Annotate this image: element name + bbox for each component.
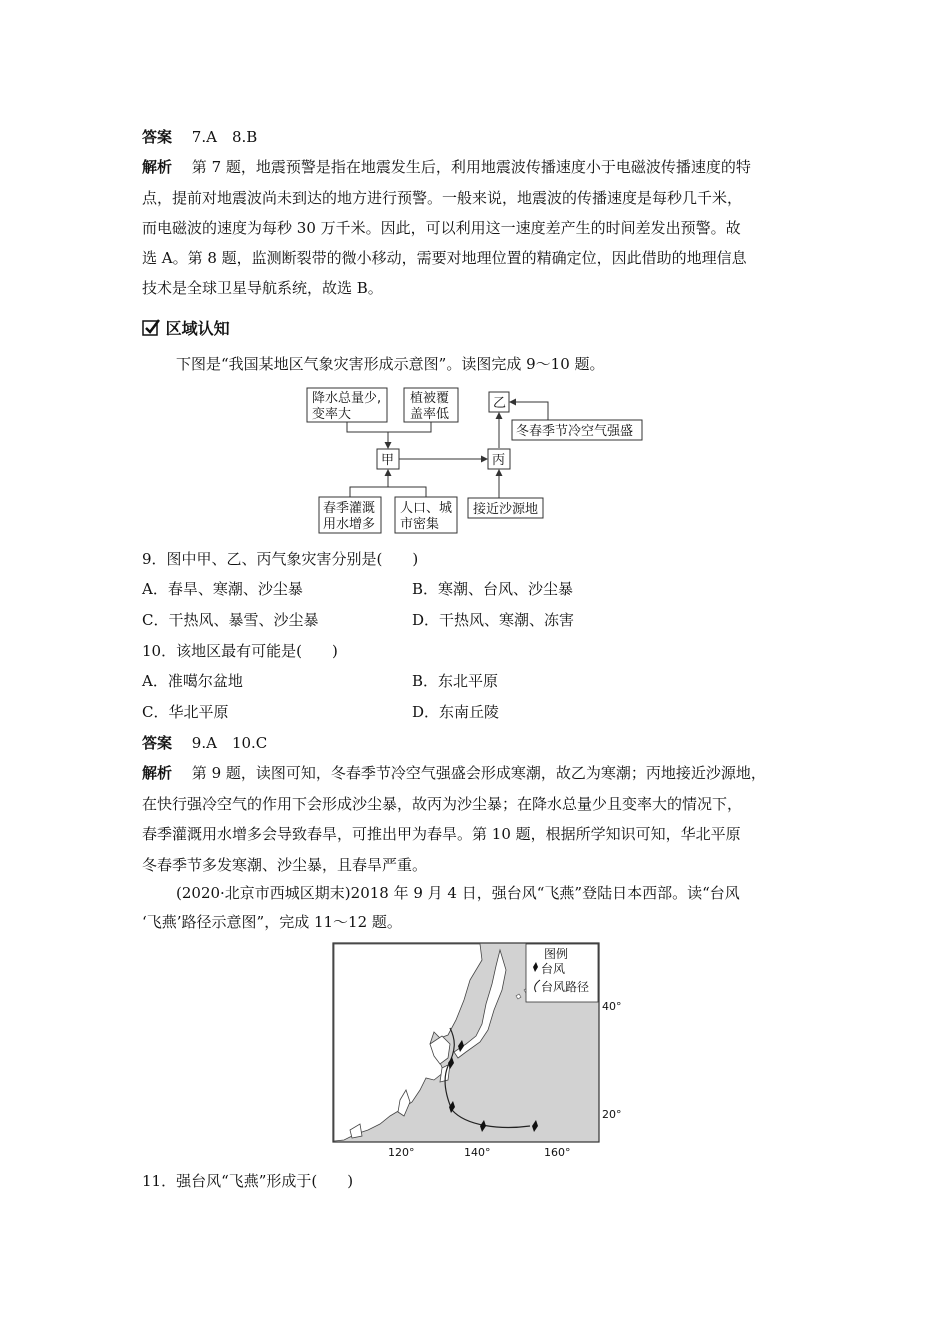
box3-line2: 用水增多 [323, 517, 376, 532]
box4-line1: 人口、城 [400, 501, 453, 516]
analysis-2-line-2: 在快行强冷空气的作用下会形成沙尘暴，故丙为沙尘暴；在降水总量少且变率大的情况下， [142, 795, 743, 813]
analysis-2-line-3: 春季灌溉用水增多会导致春旱，可推出甲为春旱。第 10 题，根据所学知识可知，华北平原 [142, 825, 741, 843]
q10-stem: 10．该地区最有可能是( ) [142, 642, 338, 660]
answer-line-2 [142, 733, 267, 753]
box2-line1: 植被覆 [410, 391, 450, 406]
label-yi: 乙 [493, 396, 507, 411]
lon-160-label: 160° [544, 1146, 571, 1159]
analysis-1-line-5: 技术是全球卫星导航系统，故选 B。 [142, 279, 383, 297]
intro-11-12-line-1: (2020·北京市西城区期末)2018 年 9 月 4 日，强台风“飞燕”登陆日本西部。读“台风 [176, 884, 740, 902]
analysis-1-line-2: 点，提前对地震波尚未到达的地方进行预警。一般来说，地震波的传播速度是每秒几千米， [142, 189, 743, 207]
answer-text: 9.A 10.C [191, 734, 268, 752]
analysis-2-line-1 [142, 763, 766, 783]
answer-label: 答案 [142, 128, 173, 146]
q9-options-ab [142, 579, 762, 599]
label-sand-source: 接近沙源地 [473, 502, 539, 517]
analysis-label: 解析 [142, 764, 173, 782]
label-jia: 甲 [381, 453, 395, 468]
q9-option-d: D．干热风、寒潮、冻害 [412, 611, 575, 629]
intro-11-12-line-2: ‘飞燕’路径示意图”，完成 11～12 题。 [142, 913, 402, 931]
lat-20-label: 20° [602, 1108, 622, 1121]
analysis-1-line-1 [142, 157, 751, 177]
legend-typhoon: 台风 [541, 962, 566, 976]
q9-option-c: C．干热风、暴雪、沙尘暴 [142, 611, 319, 629]
analysis-1-line-4: 选 A。第 8 题，监测断裂带的微小移动，需要对地理位置的精确定位，因此借助的地理信息 [142, 249, 747, 267]
intro-9-10: 下图是“我国某地区气象灾害形成示意图”。读图完成 9～10 题。 [176, 355, 605, 373]
q10-option-b: B．东北平原 [412, 672, 499, 690]
box1-line1: 降水总量少, [312, 391, 382, 406]
q11-stem: 11．强台风“飞燕”形成于( ) [142, 1172, 354, 1190]
lon-120-label: 120° [388, 1146, 415, 1159]
disaster-flow-diagram [300, 380, 660, 540]
q9-option-a: A．春旱、寒潮、沙尘暴 [142, 580, 303, 598]
answer-text: 7.A 8.B [191, 128, 258, 146]
q10-option-d: D．东南丘陵 [412, 703, 500, 721]
analysis-text: 第 7 题，地震预警是指在地震发生后，利用地震波传播速度小于电磁波传播速度的特 [191, 158, 751, 176]
analysis-2-line-4: 冬春季节多发寒潮、沙尘暴，且春旱严重。 [142, 856, 428, 874]
q9-stem: 9．图中甲、乙、丙气象灾害分别是( ) [142, 550, 419, 568]
q10-option-c: C．华北平原 [142, 703, 229, 721]
q9-options-cd [142, 610, 762, 630]
legend-path: 台风路径 [541, 980, 590, 994]
answer-line-1 [142, 127, 257, 147]
section-title: 区域认知 [165, 319, 230, 338]
lon-140-label: 140° [464, 1146, 491, 1159]
analysis-1-line-3: 而电磁波的速度为每秒 30 万千米。因此，可以利用这一速度差产生的时间差发出预警。故 [142, 219, 741, 237]
label-cold-air: 冬春季节冷空气强盛 [516, 424, 634, 439]
checkbox-check-icon [142, 319, 160, 337]
analysis-label: 解析 [142, 158, 173, 176]
lat-40-label: 40° [602, 1000, 622, 1013]
q10-options-ab [142, 671, 762, 691]
box2-line2: 盖率低 [410, 407, 450, 422]
analysis-text: 第 9 题，读图可知，冬春季节冷空气强盛会形成寒潮，故乙为寒潮；丙地接近沙源地， [191, 764, 766, 782]
q10-options-cd [142, 702, 762, 722]
label-bing: 丙 [492, 453, 506, 468]
typhoon-track-map [330, 940, 630, 1162]
box4-line2: 市密集 [400, 517, 440, 532]
legend-title: 图例 [544, 947, 569, 961]
q10-option-a: A．准噶尔盆地 [142, 672, 243, 690]
section-header [142, 319, 230, 339]
box3-line1: 春季灌溉 [323, 501, 376, 516]
answer-label: 答案 [142, 734, 173, 752]
q9-option-b: B．寒潮、台风、沙尘暴 [412, 580, 574, 598]
box1-line2: 变率大 [312, 407, 352, 422]
